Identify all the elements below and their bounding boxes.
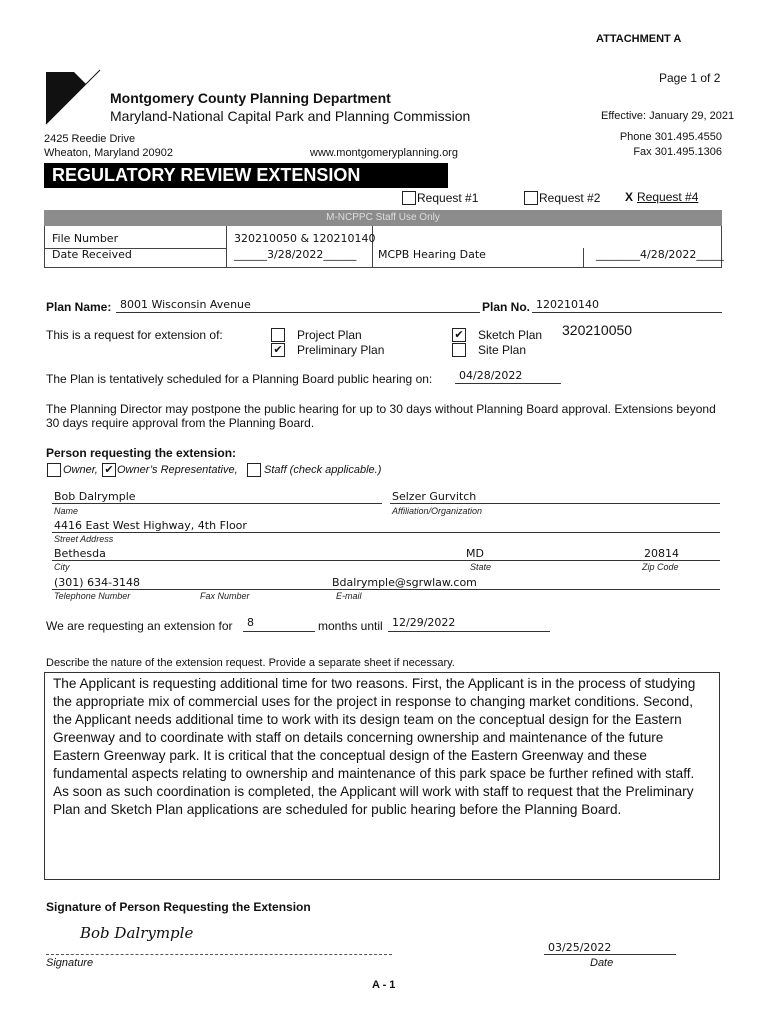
phone-value[interactable]: (301) 634-3148 [54,576,141,589]
plan-name-value[interactable]: 8001 Wisconsin Avenue [120,298,251,311]
affiliation-value[interactable]: Selzer Gurvitch [392,490,477,503]
attachment-label: ATTACHMENT A [596,33,682,45]
form-title: REGULATORY REVIEW EXTENSION REQUEST [44,163,448,188]
person-heading: Person requesting the extension: [46,446,237,460]
mcpb-hearing-label: MCPB Hearing Date [378,248,486,261]
address-line2: Wheaton, Maryland 20902 [44,147,174,159]
state-caption: State [470,562,492,572]
signature-date[interactable]: 03/25/2022 [548,941,612,954]
effective-date: Effective: January 29, 2021 [601,110,735,122]
owner-label: Owner, [63,464,98,476]
fax: Fax 301.495.1306 [633,146,722,158]
affiliation-caption: Affiliation/Organization [392,506,483,516]
staff-label: Staff (check applicable.) [264,464,382,476]
request-1-checkbox[interactable] [402,191,416,205]
extension-suffix: months until [318,619,383,633]
date-received-label: Date Received [52,248,132,261]
sketch-plan-number[interactable]: 320210050 [562,322,633,338]
director-note: The Planning Director may postpone the public hearing for up to 30 days without Planning Board approval. Extensions beyond 30 days require approval from the Planning Board. [46,402,716,430]
staff-use-table [44,226,722,268]
hearing-date[interactable]: 04/28/2022 [459,369,523,382]
description-textarea[interactable]: The Applicant is requesting additional time for two reasons. First, the Applicant is in the process of studying the appropriate mix of commercial uses for the project in response to changing market conditions. Second, the Applicant needs additional time to work with its design team on the conceptual design for the Eastern Greenway and to coordinate with staff on details concerning ownership and maintenance of the future Eastern Greenway park. It is critical that the conceptual design of the Eastern Greenway and these fundamental aspects relating to ownership and maintenance of this park space be further refined with staff. As soon as such coordination is completed, the Applicant will work with staff to request that the Preliminary Plan and Sketch Plan applications are scheduled for public hearing before the Planning Board. [44,672,720,880]
plan-no-value[interactable]: 120210140 [536,298,599,311]
city-value[interactable]: Bethesda [54,547,106,560]
dept-name: Montgomery County Planning Department [110,90,391,106]
zip-caption: Zip Code [642,562,679,572]
request-4-mark[interactable]: X [625,190,634,204]
street-address[interactable]: 4416 East West Highway, 4th Floor [54,519,247,532]
plan-no-label: Plan No. [482,300,531,314]
signature-heading: Signature of Person Requesting the Extension [46,900,311,914]
date-received-value[interactable]: ______3/28/2022______ [234,248,357,261]
requester-name[interactable]: Bob Dalrymple [54,490,136,503]
hearing-text: The Plan is tentatively scheduled for a Planning Board public hearing on: [46,372,433,386]
page-number: Page 1 of 2 [659,71,721,85]
preliminary-plan-checkbox[interactable]: ✔ [271,343,285,357]
planning-logo [44,68,102,126]
site-plan-checkbox[interactable] [452,343,466,357]
address-line1: 2425 Reedie Drive [44,133,136,145]
phone-caption: Telephone Number [54,591,131,601]
request-2-checkbox[interactable] [524,191,538,205]
extension-prefix: We are requesting an extension for [46,619,233,633]
signature-caption: Signature [46,957,94,969]
staff-use-bar: M-NCPPC Staff Use Only [44,210,722,226]
request-1-label: Request #1 [417,191,479,205]
website: www.montgomeryplanning.org [310,147,458,159]
project-plan-checkbox[interactable] [271,328,285,342]
project-plan-label: Project Plan [297,328,362,342]
plan-name-label: Plan Name: [46,300,112,314]
preliminary-plan-label: Preliminary Plan [297,343,385,357]
extension-until[interactable]: 12/29/2022 [392,616,456,629]
describe-label: Describe the nature of the extension request. Provide a separate sheet if necessary. [46,657,455,669]
email-value[interactable]: Bdalrymple@sgrwlaw.com [332,576,477,589]
page-footer: A - 1 [372,979,396,991]
commission-name: Maryland-National Capital Park and Planning Commission [110,108,471,124]
phone: Phone 301.495.4550 [619,131,722,143]
street-caption: Street Address [54,534,114,544]
zip-value[interactable]: 20814 [644,547,679,560]
signature-image: Bob Dalrymple [80,924,194,942]
file-number-label: File Number [52,232,119,245]
extension-of-label: This is a request for extension of: [46,328,223,342]
staff-checkbox[interactable] [247,463,261,477]
request-2-label: Request #2 [539,191,601,205]
name-caption: Name [54,506,79,516]
fax-caption: Fax Number [200,591,250,601]
mcpb-hearing-value[interactable]: ________4/28/2022_____ [596,248,724,261]
site-plan-label: Site Plan [478,343,527,357]
sketch-plan-label: Sketch Plan [478,328,543,342]
extension-months[interactable]: 8 [247,616,254,629]
owner-checkbox[interactable] [47,463,61,477]
owner-rep-label: Owner’s Representative, [117,464,238,476]
file-number-value[interactable]: 320210050 & 120210140 [234,232,376,245]
sketch-plan-checkbox[interactable]: ✔ [452,328,466,342]
date-caption: Date [590,957,614,969]
city-caption: City [54,562,70,572]
email-caption: E-mail [336,591,362,601]
request-4-label: Request #4 [637,190,699,204]
owner-rep-checkbox[interactable]: ✔ [102,463,116,477]
state-value[interactable]: MD [466,547,484,560]
